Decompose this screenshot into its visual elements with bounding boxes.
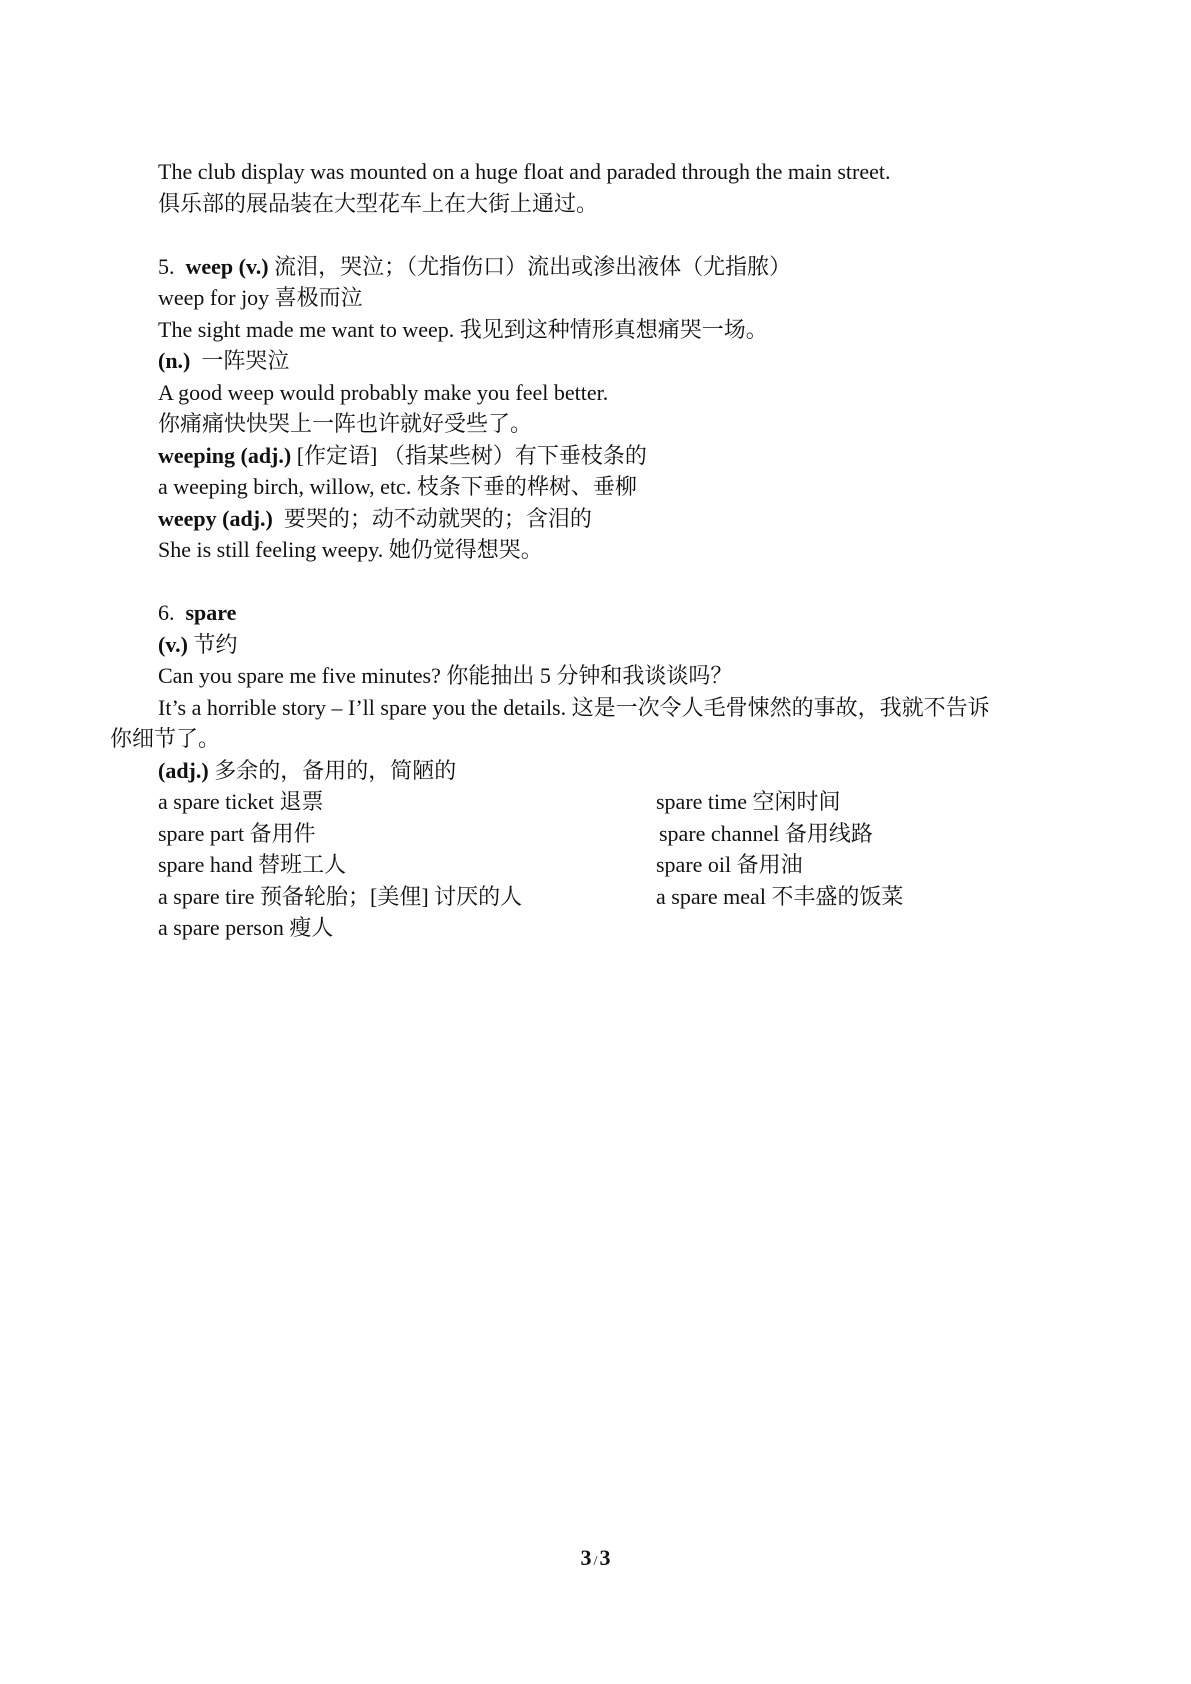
definition: [作定语] （指某些树）有下垂枝条的 — [296, 442, 647, 468]
collocation-left: spare hand 替班工人 — [158, 852, 347, 877]
adjective-sense — [158, 755, 1098, 787]
total-pages: 3 — [599, 1545, 611, 1570]
definition: 要哭的；动不动就哭的；含泪的 — [283, 505, 592, 531]
page-number — [0, 1545, 1191, 1571]
current-page: 3 — [580, 1545, 592, 1570]
example-line-continuation: 你细节了。 — [110, 726, 221, 751]
collocation-left: a spare person 瘦人 — [158, 915, 334, 940]
verb-sense — [158, 629, 1098, 661]
example-sentence-en: The club display was mounted on a huge float and paraded through the main street. — [158, 159, 891, 184]
collocation-table — [158, 786, 1098, 944]
example-line: She is still feeling weepy. 她仍觉得想哭。 — [158, 537, 543, 562]
noun-sense — [158, 345, 1098, 377]
pos-label: (adj.) — [158, 757, 209, 783]
definition: 多余的，备用的，简陋的 — [214, 757, 457, 783]
definition: 一阵哭泣 — [201, 348, 290, 373]
collocation-row — [158, 818, 1098, 850]
collocation-right: a spare meal 不丰盛的饭菜 — [656, 883, 904, 909]
entry-number: 5. — [158, 253, 175, 279]
example-paragraph — [110, 692, 1098, 755]
page-separator: / — [593, 1554, 598, 1569]
collocation-row — [158, 881, 1098, 913]
pos-label: (v.) — [158, 631, 188, 657]
derived-word-weepy — [158, 503, 1098, 535]
example-line: A good weep would probably make you feel better. — [158, 379, 609, 405]
entry-5-heading — [158, 251, 1098, 283]
headword: spare — [185, 600, 237, 625]
spacer — [158, 566, 1098, 598]
example-line: weep for joy 喜极而泣 — [158, 285, 363, 310]
collocation-right: spare oil 备用油 — [656, 852, 803, 877]
entry-6-heading — [158, 597, 1098, 629]
collocation-right: spare channel 备用线路 — [659, 820, 873, 846]
example-line: It’s a horrible story – I’ll spare you the details. 这是一次令人毛骨悚然的事故，我就不告诉 — [158, 694, 990, 720]
derived-word-weeping — [158, 440, 1098, 472]
collocation-left: a spare ticket 退票 — [158, 789, 324, 814]
collocation-left: a spare tire 预备轮胎；[美俚] 讨厌的人 — [158, 883, 523, 909]
entry-number: 6. — [158, 600, 175, 625]
example-line: 你痛痛快快哭上一阵也许就好受些了。 — [158, 411, 533, 436]
headword: weep (v.) — [185, 253, 269, 279]
pos-label: weeping (adj.) — [158, 442, 292, 468]
collocation-right: spare time 空闲时间 — [656, 789, 841, 814]
example-line: a weeping birch, willow, etc. 枝条下垂的桦树、垂柳 — [158, 474, 637, 499]
example-line: Can you spare me five minutes? 你能抽出 5 分钟和我谈谈吗？ — [158, 663, 733, 688]
example-sentence-zh: 俱乐部的展品装在大型花车上在大街上通过。 — [158, 190, 599, 216]
collocation-row — [158, 849, 1098, 881]
pos-label: (n.) — [158, 348, 191, 373]
example-line: The sight made me want to weep. 我见到这种情形真想痛哭一场。 — [158, 316, 768, 342]
definition: 流泪，哭泣；（尤指伤口）流出或渗出液体（尤指脓） — [274, 253, 792, 279]
pos-label: weepy (adj.) — [158, 505, 273, 531]
spacer — [158, 219, 1098, 251]
definition: 节约 — [193, 631, 238, 657]
collocation-left: spare part 备用件 — [158, 820, 316, 846]
document-body — [110, 156, 1098, 944]
collocation-row — [158, 786, 1098, 818]
collocation-row — [158, 912, 1098, 944]
